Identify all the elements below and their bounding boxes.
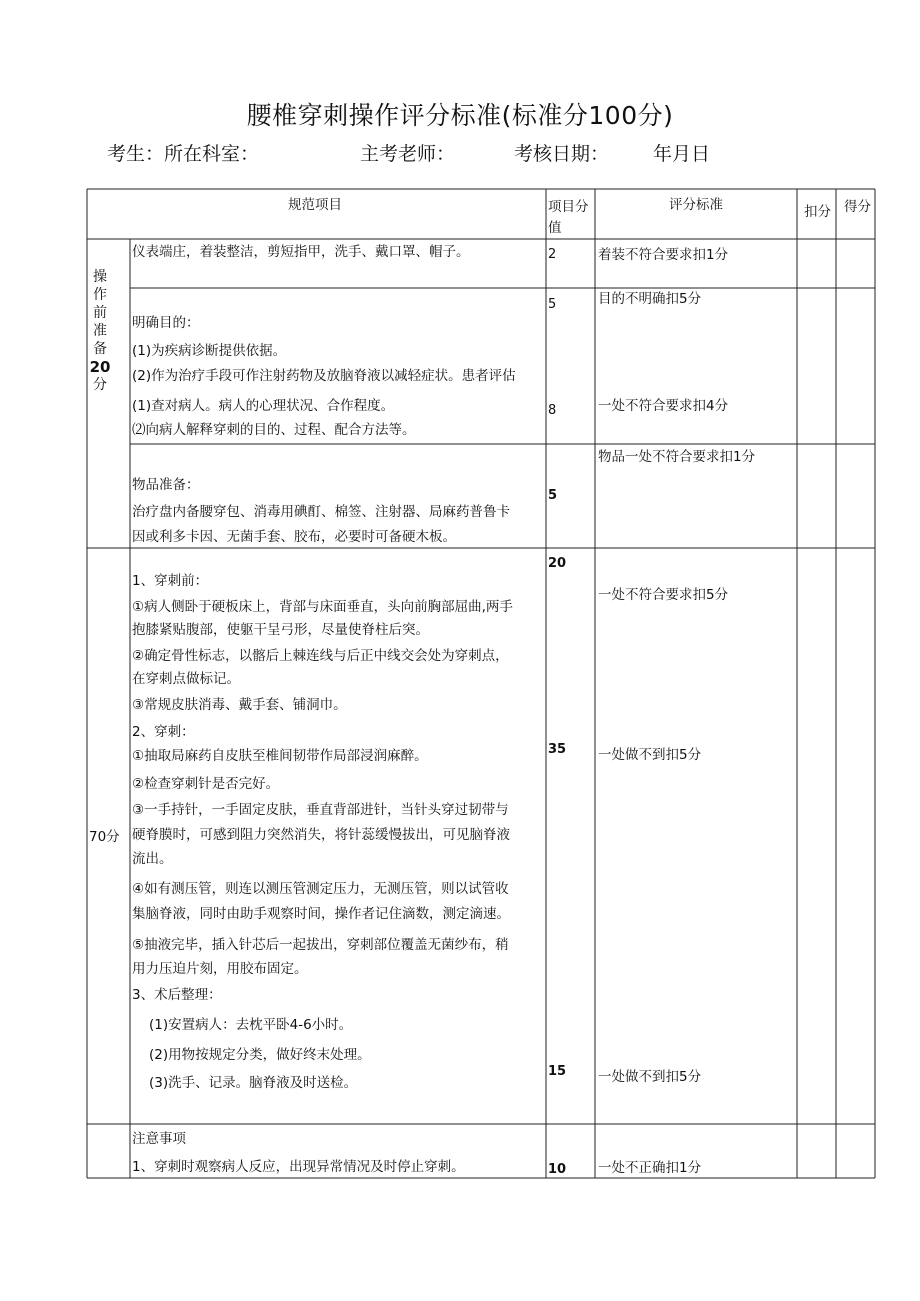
exam-date-value: 年月日 (653, 143, 711, 165)
op-line: 2、穿刺： (132, 724, 195, 740)
prep-appearance-criteria: 着装不符合要求扣1分 (598, 247, 729, 263)
prep-purpose-line: (1)查对病人。病人的心理状况、合作程度。 (132, 398, 395, 414)
op-line: 用力压迫片刻，用胶布固定。 (132, 961, 308, 977)
op-line: 在穿刺点做标记。 (132, 671, 240, 687)
op-puncture-score: 35 (548, 742, 567, 757)
op-line: ②确定骨性标志，以髂后上棘连线与后正中线交会处为穿刺点， (132, 648, 509, 664)
op-line: 3、术后整理： (132, 987, 222, 1003)
examiner-label: 主考老师： (360, 143, 456, 165)
op-line: 集脑脊液，同时由助手观察时间，操作者记住滴数，测定滴速。 (132, 906, 510, 922)
op-line: ③一手持针，一手固定皮肤，垂直背部进针，当针头穿过韧带与 (132, 802, 509, 818)
op-puncture-criteria: 一处做不到扣5分 (598, 747, 702, 763)
student-dept-label: 考生：所在科室： (107, 143, 260, 165)
prep-supplies-score: 5 (548, 488, 558, 503)
op-line: ③常规皮肤消毒、戴手套、铺洞巾。 (132, 697, 347, 713)
header-item: 规范项目 (288, 197, 342, 213)
op-line: (2)用物按规定分类，做好终末处理。 (149, 1047, 371, 1063)
section-prep-label: 操 作 前 准 备 20 分 (89, 269, 111, 393)
op-line: 硬脊膜时，可感到阻力突然消失，将针蕊缓慢拔出，可见脑脊液 (132, 827, 510, 843)
prep-purpose-line: (2)作为治疗手段可作注射药物及放脑脊液以减轻症状。患者评估 (132, 368, 516, 384)
prep-purpose-line: 明确目的： (132, 315, 200, 331)
prep-purpose-line: (1)为疾病诊断提供依据。 (132, 343, 287, 359)
prep-purpose-line: ⑵向病人解释穿刺的目的、过程、配合方法等。 (132, 422, 416, 438)
prep-appearance-score: 2 (548, 247, 557, 262)
header-criteria: 评分标准 (669, 197, 723, 213)
prep-supplies-line: 物品准备： (132, 477, 200, 493)
op-line: ④如有测压管，则连以测压管测定压力，无测压管，则以试管收 (132, 881, 509, 897)
op-line: 流出。 (132, 851, 173, 867)
op-line: ⑤抽液完毕，插入针芯后一起拔出，穿刺部位覆盖无菌纱布，稍 (132, 937, 509, 953)
prep-appearance-text: 仪表端庄，着装整洁，剪短指甲，洗手、戴口罩、帽子。 (132, 244, 470, 260)
exam-date-label: 考核日期： (514, 143, 610, 165)
op-line: 抱膝紧贴腹部，使躯干呈弓形，尽量使脊柱后突。 (132, 622, 429, 638)
op-post-criteria: 一处做不到扣5分 (598, 1069, 702, 1085)
prep-supplies-line: 因或利多卡因、无菌手套、胶布，必要时可备硬木板。 (132, 529, 456, 545)
prep-purpose-score: 5 (548, 297, 557, 312)
notes-score: 10 (548, 1162, 567, 1177)
op-post-score: 15 (548, 1064, 567, 1079)
notes-criteria: 一处不正确扣1分 (598, 1160, 702, 1176)
header-score-line2: 值 (548, 220, 562, 236)
op-line: (3)洗手、记录。脑脊液及时送检。 (149, 1075, 358, 1091)
notes-line: 1、穿刺时观察病人反应，出现异常情况及时停止穿刺。 (132, 1159, 465, 1175)
header-gain: 得分 (844, 199, 871, 215)
section-op-label: 70分 (89, 829, 120, 845)
prep-supplies-criteria: 物品一处不符合要求扣1分 (598, 449, 756, 465)
prep-assess-score: 8 (548, 403, 557, 418)
op-line: ①病人侧卧于硬板床上，背部与床面垂直，头向前胸部屈曲,两手 (132, 599, 513, 615)
op-line: (1)安置病人：去枕平卧4-6小时。 (149, 1017, 353, 1033)
op-line: ①抽取局麻药自皮肤至椎间韧带作局部浸润麻醉。 (132, 748, 428, 764)
header-deduct: 扣分 (804, 204, 831, 220)
op-line: ②检查穿刺针是否完好。 (132, 776, 280, 792)
header-score-line1: 项目分 (548, 199, 589, 215)
notes-heading: 注意事项 (132, 1131, 186, 1147)
prep-assess-criteria: 一处不符合要求扣4分 (598, 398, 729, 414)
prep-supplies-line: 治疗盘内备腰穿包、消毒用碘酊、棉签、注射器、局麻药普鲁卡 (132, 504, 510, 520)
op-line: 1、穿刺前： (132, 573, 209, 589)
prep-purpose-criteria: 目的不明确扣5分 (598, 291, 702, 307)
page-title: 腰椎穿刺操作评分标准(标准分100分) (246, 101, 674, 130)
op-pre-criteria: 一处不符合要求扣5分 (598, 587, 729, 603)
op-pre-score: 20 (548, 556, 567, 571)
